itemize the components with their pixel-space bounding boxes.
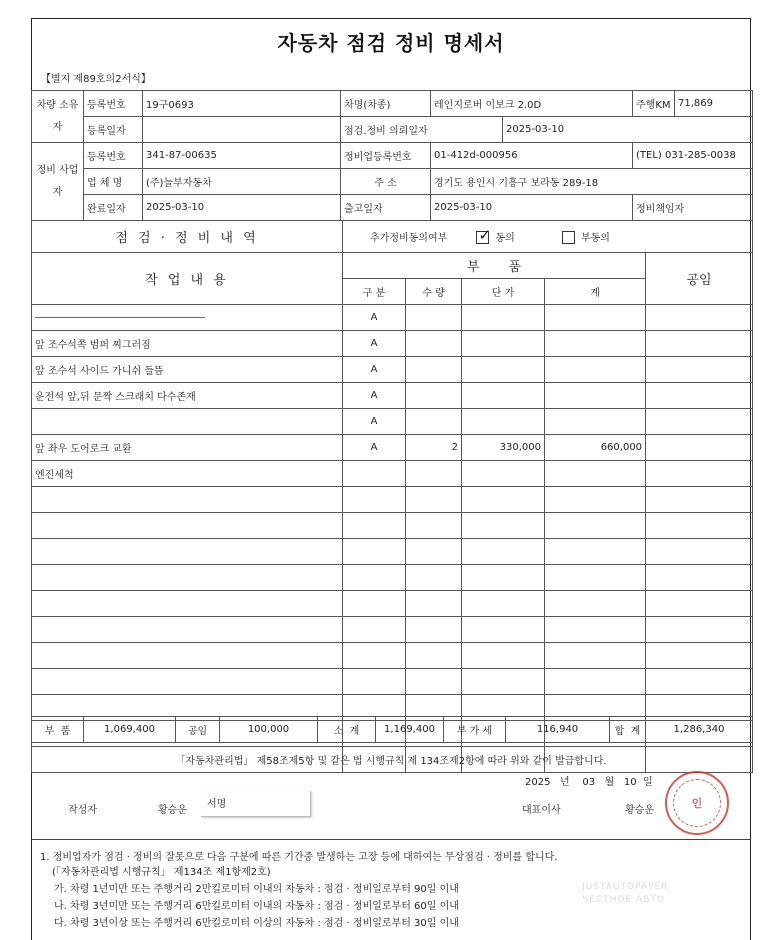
labor-cell — [646, 435, 753, 461]
labor-cell — [646, 513, 753, 539]
labor-heading: 공임 — [646, 253, 753, 305]
labor-total: 100,000 — [220, 717, 318, 743]
total-cell — [545, 565, 646, 591]
consent-cell — [343, 221, 753, 253]
grand-total: 1,286,340 — [646, 717, 753, 743]
table-row — [32, 539, 753, 565]
work-cell: ――――――――――――――――― — [32, 305, 343, 331]
consent-no-label: 부동의 — [580, 232, 610, 244]
qty-cell — [406, 591, 462, 617]
type-cell: A — [343, 435, 406, 461]
watermark: JUSTAUTOPAPER ЧЕСТНОЕ АВТО — [582, 882, 669, 905]
consent-label: 추가정비동의여부 — [370, 232, 448, 244]
release-date: 2025-03-10 — [431, 195, 633, 221]
table-row — [32, 435, 753, 461]
table-row — [32, 409, 753, 435]
total-cell — [545, 305, 646, 331]
table-row — [32, 383, 753, 409]
work-cell: 앞 좌우 도어로크 교환 — [32, 435, 343, 461]
qty-cell — [406, 383, 462, 409]
table-row — [32, 331, 753, 357]
type-cell: A — [343, 331, 406, 357]
table-row — [32, 669, 753, 695]
owner-section-label: 차량 소유자 — [32, 91, 84, 143]
work-cell — [32, 617, 343, 643]
labor-cell — [646, 669, 753, 695]
parts-total: 1,069,400 — [84, 717, 176, 743]
totals-table — [31, 716, 753, 743]
business-section-label: 정비 사업자 — [32, 143, 84, 221]
price-cell — [462, 383, 545, 409]
total-cell — [545, 409, 646, 435]
price-cell — [462, 565, 545, 591]
subtotal-label: 소 계 — [318, 717, 376, 743]
owner-reg-no-label: 등록번호 — [84, 91, 143, 117]
release-date-label: 출고일자 — [341, 195, 431, 221]
work-heading: 작 업 내 용 — [32, 253, 343, 305]
table-row — [32, 305, 753, 331]
price-cell — [462, 643, 545, 669]
col-qty: 수 량 — [406, 279, 462, 305]
col-type: 구 분 — [343, 279, 406, 305]
signature-label: 서명 — [207, 799, 227, 810]
qty-cell — [406, 409, 462, 435]
total-cell — [545, 617, 646, 643]
biz-reg-no: 341-87-00635 — [143, 143, 341, 169]
type-cell — [343, 539, 406, 565]
table-row — [32, 487, 753, 513]
type-cell: A — [343, 409, 406, 435]
price-cell — [462, 461, 545, 487]
total-cell — [545, 513, 646, 539]
issue-date: 2025 년 03 월 10 일 — [525, 777, 653, 788]
work-cell — [32, 565, 343, 591]
work-table — [31, 252, 753, 773]
request-date: 2025-03-10 — [503, 117, 753, 143]
labor-cell — [646, 305, 753, 331]
price-cell — [462, 487, 545, 513]
work-rows — [32, 305, 753, 773]
mileage-label: 주행KM — [633, 91, 675, 117]
labor-total-label: 공임 — [176, 717, 220, 743]
total-cell — [545, 669, 646, 695]
labor-cell — [646, 357, 753, 383]
owner-reg-no: 19구0693 — [143, 91, 341, 117]
vat-label: 부 가 세 — [444, 717, 506, 743]
info-table — [31, 90, 753, 221]
price-cell — [462, 539, 545, 565]
work-cell: 운전석 앞,뒤 문짝 스크래치 다수존재 — [32, 383, 343, 409]
repair-reg-no: 01-412d-000956 — [431, 143, 633, 169]
qty-cell — [406, 513, 462, 539]
type-cell — [343, 461, 406, 487]
table-row — [32, 617, 753, 643]
representative-name: 황승운 — [625, 805, 654, 816]
complete-date-label: 완료일자 — [84, 195, 143, 221]
total-cell: 660,000 — [545, 435, 646, 461]
author-label: 작성자 — [68, 805, 97, 816]
total-cell — [545, 383, 646, 409]
business-tel: (TEL) 031-285-0038 — [633, 143, 753, 169]
total-cell — [545, 331, 646, 357]
notice-line-4: 나. 차령 3년미만 또는 주행거리 6만킬로미터 이내의 자동차 : 점검 · 정비일로부터 60일 이내 — [54, 901, 459, 912]
price-cell — [462, 669, 545, 695]
qty-cell — [406, 331, 462, 357]
labor-cell — [646, 565, 753, 591]
company-label: 업 체 명 — [84, 169, 143, 195]
notice-line-3: 가. 차령 1년미만 또는 주행거리 2만킬로미터 이내의 자동차 : 점검 · 정비일로부터 90일 이내 — [54, 884, 459, 895]
repair-reg-label: 정비업등록번호 — [341, 143, 431, 169]
table-row — [32, 513, 753, 539]
subtotal: 1,169,400 — [376, 717, 444, 743]
consent-yes-label: 동의 — [495, 232, 515, 244]
notice-line-5: 다. 차령 3년이상 또는 주행거리 6만킬로미터 이상의 자동차 : 점검 · 정비일로부터 30일 이내 — [54, 918, 459, 929]
notice-line-1: 1. 정비업자가 점검 · 정비의 잘못으로 다음 구분에 따른 기간중 발생하는 고장 등에 대하여는 무상점검 · 정비를 합니다. — [40, 852, 558, 863]
labor-cell — [646, 383, 753, 409]
type-cell: A — [343, 305, 406, 331]
company-name: (주)늘부자동차 — [143, 169, 341, 195]
qty-cell — [406, 643, 462, 669]
total-cell — [545, 539, 646, 565]
work-cell — [32, 591, 343, 617]
qty-cell: 2 — [406, 435, 462, 461]
work-cell — [32, 409, 343, 435]
qty-cell — [406, 461, 462, 487]
declaration: 「자동차관리법」 제58조제5항 및 같은 법 시행규칙 제 134조제2항에 따라 위와 같이 발급합니다. — [175, 756, 607, 767]
type-cell — [343, 565, 406, 591]
consent-table — [31, 220, 753, 253]
price-cell — [462, 357, 545, 383]
address: 경기도 용인시 기흥구 보라동 289-18 — [431, 169, 753, 195]
biz-reg-no-label: 등록번호 — [84, 143, 143, 169]
labor-cell — [646, 617, 753, 643]
qty-cell — [406, 487, 462, 513]
labor-cell — [646, 643, 753, 669]
type-cell: A — [343, 383, 406, 409]
qty-cell — [406, 617, 462, 643]
parts-total-label: 부 품 — [32, 717, 84, 743]
reg-date — [143, 117, 341, 143]
labor-cell — [646, 539, 753, 565]
type-cell — [343, 643, 406, 669]
vat: 116,940 — [506, 717, 610, 743]
address-label: 주 소 — [341, 169, 431, 195]
price-cell — [462, 617, 545, 643]
qty-cell — [406, 539, 462, 565]
work-cell — [32, 643, 343, 669]
table-row — [32, 565, 753, 591]
price-cell — [462, 409, 545, 435]
representative-label: 대표이사 — [522, 805, 561, 816]
total-cell — [545, 487, 646, 513]
mileage: 71,869 — [675, 91, 753, 117]
signature-box[interactable] — [201, 791, 311, 817]
type-cell — [343, 617, 406, 643]
qty-cell — [406, 669, 462, 695]
work-cell: 앞 조수석쪽 범퍼 찌그러짐 — [32, 331, 343, 357]
consent-no-checkbox[interactable] — [562, 231, 575, 244]
car-name: 레인지로버 이보크 2.0D — [431, 91, 633, 117]
details-heading: 점 검 · 정 비 내 역 — [32, 221, 343, 253]
divider — [32, 839, 750, 840]
complete-date: 2025-03-10 — [143, 195, 341, 221]
table-row — [32, 461, 753, 487]
document-title: 자동차 점검 정비 명세서 — [277, 31, 505, 55]
qty-cell — [406, 305, 462, 331]
table-row — [32, 643, 753, 669]
col-total: 계 — [545, 279, 646, 305]
total-cell — [545, 591, 646, 617]
author-name: 황승운 — [158, 805, 187, 816]
total-cell — [545, 643, 646, 669]
consent-yes-checkbox[interactable] — [476, 231, 489, 244]
work-cell — [32, 487, 343, 513]
price-cell — [462, 331, 545, 357]
type-cell — [343, 513, 406, 539]
price-cell — [462, 591, 545, 617]
price-cell — [462, 513, 545, 539]
parts-heading: 부 품 — [343, 253, 646, 279]
company-seal-stamp: 인 — [665, 771, 729, 835]
total-cell — [545, 461, 646, 487]
labor-cell — [646, 461, 753, 487]
reg-date-label: 등록일자 — [84, 117, 143, 143]
type-cell — [343, 669, 406, 695]
work-cell — [32, 669, 343, 695]
work-cell: 앞 조수석 사이드 가니쉬 들뜸 — [32, 357, 343, 383]
total-cell — [545, 357, 646, 383]
notice-line-2: (「자동차관리법 시행규칙」 제134조 제1항제2호) — [52, 867, 271, 878]
statement-sheet — [31, 18, 751, 940]
labor-cell — [646, 487, 753, 513]
price-cell — [462, 305, 545, 331]
table-row — [32, 591, 753, 617]
col-price: 단 가 — [462, 279, 545, 305]
car-name-label: 차명(차종) — [341, 91, 431, 117]
labor-cell — [646, 409, 753, 435]
work-cell — [32, 539, 343, 565]
price-cell: 330,000 — [462, 435, 545, 461]
qty-cell — [406, 357, 462, 383]
type-cell: A — [343, 357, 406, 383]
table-row — [32, 357, 753, 383]
type-cell — [343, 487, 406, 513]
request-date-label: 점검.정비 의뢰일자 — [341, 117, 503, 143]
work-cell: 엔진세척 — [32, 461, 343, 487]
form-number: 【별지 제89호의2서식】 — [41, 74, 151, 85]
grand-total-label: 합 계 — [610, 717, 646, 743]
work-cell — [32, 513, 343, 539]
type-cell — [343, 591, 406, 617]
labor-cell — [646, 591, 753, 617]
labor-cell — [646, 331, 753, 357]
manager-label: 정비책임자 — [633, 195, 753, 221]
qty-cell — [406, 565, 462, 591]
